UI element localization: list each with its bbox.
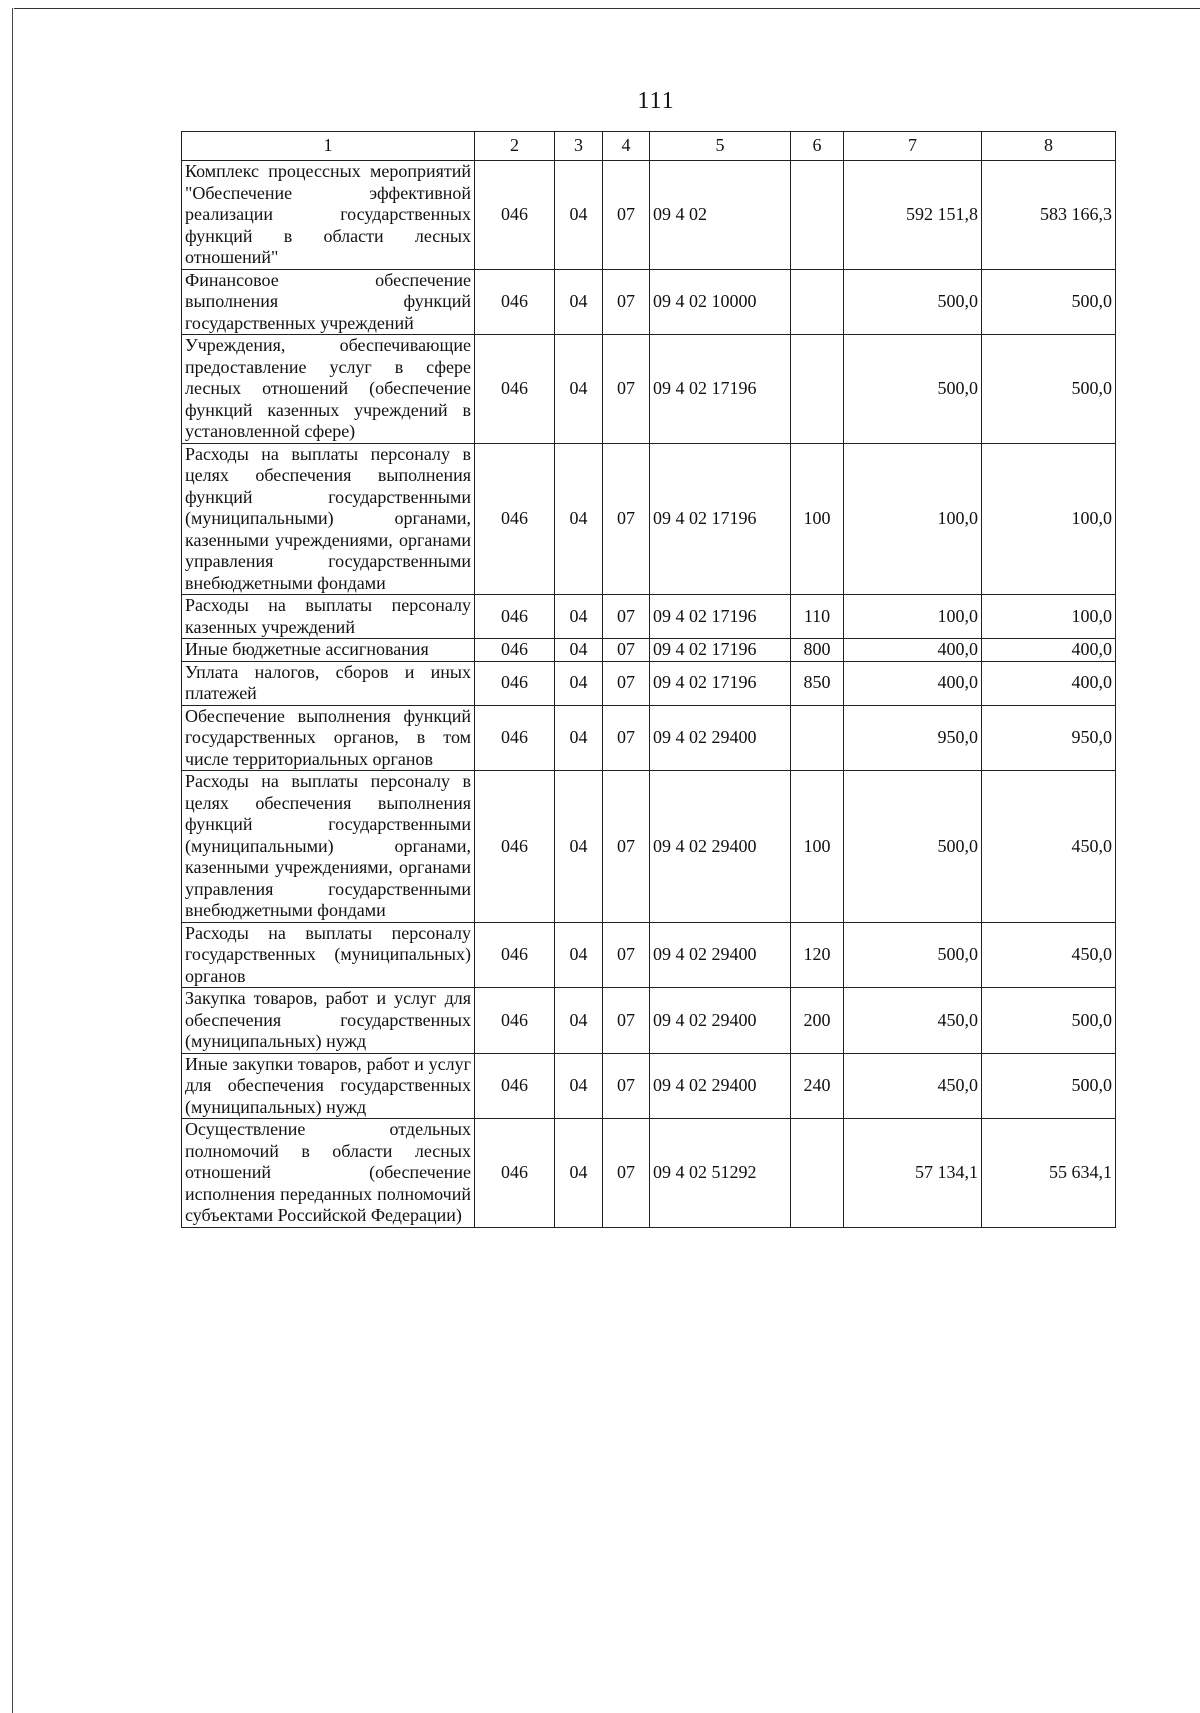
- cell-subsection: 07: [603, 335, 650, 444]
- cell-name: Комплекс процессных мероприятий "Обеспечение эффективной реализации государственных функций в области лесных отношений": [182, 161, 475, 270]
- cell-subsection: 07: [603, 595, 650, 639]
- table-row: [182, 595, 1116, 639]
- table-row: [182, 1119, 1116, 1228]
- cell-target-article: 09 4 02 17196: [650, 661, 791, 705]
- cell-amount-year-1: 450,0: [844, 1053, 982, 1119]
- cell-amount-year-1: 500,0: [844, 269, 982, 335]
- cell-amount-year-2: 500,0: [982, 988, 1116, 1054]
- cell-amount-year-2: 583 166,3: [982, 161, 1116, 270]
- cell-amount-year-2: 500,0: [982, 335, 1116, 444]
- cell-subsection: 07: [603, 1119, 650, 1228]
- cell-section: 04: [555, 661, 603, 705]
- cell-section: 04: [555, 1119, 603, 1228]
- cell-amount-year-2: 450,0: [982, 771, 1116, 923]
- cell-amount-year-1: 500,0: [844, 335, 982, 444]
- cell-amount-year-1: 100,0: [844, 595, 982, 639]
- cell-subsection: 07: [603, 443, 650, 595]
- cell-amount-year-1: 500,0: [844, 922, 982, 988]
- cell-section: 04: [555, 161, 603, 270]
- cell-subsection: 07: [603, 705, 650, 771]
- table-row: [182, 639, 1116, 662]
- cell-amount-year-2: 400,0: [982, 639, 1116, 662]
- cell-expense-type: [791, 335, 844, 444]
- cell-subsection: 07: [603, 639, 650, 662]
- cell-expense-type: 240: [791, 1053, 844, 1119]
- cell-amount-year-2: 100,0: [982, 443, 1116, 595]
- column-header-6: 6: [791, 132, 844, 161]
- cell-subsection: 07: [603, 161, 650, 270]
- cell-ministry-code: 046: [475, 269, 555, 335]
- budget-table: [181, 131, 1116, 1228]
- cell-expense-type: [791, 705, 844, 771]
- column-header-8: 8: [982, 132, 1116, 161]
- cell-target-article: 09 4 02 51292: [650, 1119, 791, 1228]
- cell-expense-type: [791, 1119, 844, 1228]
- cell-expense-type: 800: [791, 639, 844, 662]
- cell-ministry-code: 046: [475, 922, 555, 988]
- cell-target-article: 09 4 02 17196: [650, 595, 791, 639]
- cell-name: Расходы на выплаты персоналу в целях обеспечения выполнения функций государственными (муниципальными) органами, казенными учреждениями, органами управления государственными внебюджетными фондами: [182, 771, 475, 923]
- cell-amount-year-1: 500,0: [844, 771, 982, 923]
- cell-target-article: 09 4 02 17196: [650, 639, 791, 662]
- table-row: [182, 705, 1116, 771]
- cell-target-article: 09 4 02 29400: [650, 705, 791, 771]
- cell-amount-year-2: 400,0: [982, 661, 1116, 705]
- cell-expense-type: 850: [791, 661, 844, 705]
- table-row: [182, 443, 1116, 595]
- column-header-row: [182, 132, 1116, 161]
- cell-amount-year-1: 950,0: [844, 705, 982, 771]
- table-row: [182, 161, 1116, 270]
- cell-amount-year-1: 400,0: [844, 661, 982, 705]
- cell-subsection: 07: [603, 771, 650, 923]
- cell-ministry-code: 046: [475, 661, 555, 705]
- cell-name: Обеспечение выполнения функций государственных органов, в том числе территориальных органов: [182, 705, 475, 771]
- cell-subsection: 07: [603, 1053, 650, 1119]
- cell-amount-year-1: 400,0: [844, 639, 982, 662]
- cell-name: Финансовое обеспечение выполнения функций государственных учреждений: [182, 269, 475, 335]
- cell-target-article: 09 4 02: [650, 161, 791, 270]
- table-row: [182, 335, 1116, 444]
- cell-expense-type: 120: [791, 922, 844, 988]
- column-header-5: 5: [650, 132, 791, 161]
- cell-expense-type: 100: [791, 771, 844, 923]
- cell-target-article: 09 4 02 29400: [650, 988, 791, 1054]
- cell-ministry-code: 046: [475, 595, 555, 639]
- column-header-3: 3: [555, 132, 603, 161]
- column-header-2: 2: [475, 132, 555, 161]
- cell-ministry-code: 046: [475, 443, 555, 595]
- cell-section: 04: [555, 922, 603, 988]
- cell-ministry-code: 046: [475, 1119, 555, 1228]
- cell-amount-year-1: 450,0: [844, 988, 982, 1054]
- cell-expense-type: 200: [791, 988, 844, 1054]
- cell-amount-year-2: 450,0: [982, 922, 1116, 988]
- column-header-4: 4: [603, 132, 650, 161]
- cell-section: 04: [555, 335, 603, 444]
- cell-target-article: 09 4 02 10000: [650, 269, 791, 335]
- cell-name: Расходы на выплаты персоналу в целях обеспечения выполнения функций государственными (муниципальными) органами, казенными учреждениями, органами управления государственными внебюджетными фондами: [182, 443, 475, 595]
- column-header-1: 1: [182, 132, 475, 161]
- cell-ministry-code: 046: [475, 988, 555, 1054]
- cell-section: 04: [555, 705, 603, 771]
- cell-ministry-code: 046: [475, 335, 555, 444]
- table-row: [182, 661, 1116, 705]
- column-header-7: 7: [844, 132, 982, 161]
- cell-target-article: 09 4 02 17196: [650, 443, 791, 595]
- cell-ministry-code: 046: [475, 771, 555, 923]
- cell-name: Иные бюджетные ассигнования: [182, 639, 475, 662]
- cell-target-article: 09 4 02 29400: [650, 1053, 791, 1119]
- cell-expense-type: [791, 269, 844, 335]
- scan-edge-top: [14, 8, 1200, 9]
- table-row: [182, 269, 1116, 335]
- table-row: [182, 988, 1116, 1054]
- cell-amount-year-1: 57 134,1: [844, 1119, 982, 1228]
- cell-amount-year-2: 500,0: [982, 1053, 1116, 1119]
- cell-name: Осуществление отдельных полномочий в области лесных отношений (обеспечение исполнения переданных полномочий субъектами Российской Федерации): [182, 1119, 475, 1228]
- cell-section: 04: [555, 595, 603, 639]
- table-row: [182, 1053, 1116, 1119]
- cell-name: Закупка товаров, работ и услуг для обеспечения государственных (муниципальных) нужд: [182, 988, 475, 1054]
- cell-amount-year-2: 100,0: [982, 595, 1116, 639]
- cell-ministry-code: 046: [475, 1053, 555, 1119]
- cell-section: 04: [555, 269, 603, 335]
- page-number: 111: [637, 88, 675, 114]
- cell-expense-type: [791, 161, 844, 270]
- cell-ministry-code: 046: [475, 639, 555, 662]
- cell-amount-year-2: 55 634,1: [982, 1119, 1116, 1228]
- cell-section: 04: [555, 1053, 603, 1119]
- cell-target-article: 09 4 02 17196: [650, 335, 791, 444]
- cell-subsection: 07: [603, 922, 650, 988]
- cell-section: 04: [555, 639, 603, 662]
- cell-amount-year-2: 950,0: [982, 705, 1116, 771]
- cell-target-article: 09 4 02 29400: [650, 922, 791, 988]
- cell-subsection: 07: [603, 988, 650, 1054]
- cell-amount-year-1: 100,0: [844, 443, 982, 595]
- cell-amount-year-1: 592 151,8: [844, 161, 982, 270]
- scan-edge-left: [12, 8, 13, 1713]
- cell-name: Расходы на выплаты персоналу казенных учреждений: [182, 595, 475, 639]
- cell-ministry-code: 046: [475, 161, 555, 270]
- cell-expense-type: 110: [791, 595, 844, 639]
- cell-section: 04: [555, 988, 603, 1054]
- cell-section: 04: [555, 443, 603, 595]
- cell-name: Иные закупки товаров, работ и услуг для обеспечения государственных (муниципальных) нужд: [182, 1053, 475, 1119]
- cell-subsection: 07: [603, 269, 650, 335]
- cell-amount-year-2: 500,0: [982, 269, 1116, 335]
- table-row: [182, 771, 1116, 923]
- cell-ministry-code: 046: [475, 705, 555, 771]
- cell-name: Учреждения, обеспечивающие предоставление услуг в сфере лесных отношений (обеспечение функций казенных учреждений в установленной сфере): [182, 335, 475, 444]
- cell-section: 04: [555, 771, 603, 923]
- cell-expense-type: 100: [791, 443, 844, 595]
- table-row: [182, 922, 1116, 988]
- cell-target-article: 09 4 02 29400: [650, 771, 791, 923]
- cell-subsection: 07: [603, 661, 650, 705]
- cell-name: Уплата налогов, сборов и иных платежей: [182, 661, 475, 705]
- cell-name: Расходы на выплаты персоналу государственных (муниципальных) органов: [182, 922, 475, 988]
